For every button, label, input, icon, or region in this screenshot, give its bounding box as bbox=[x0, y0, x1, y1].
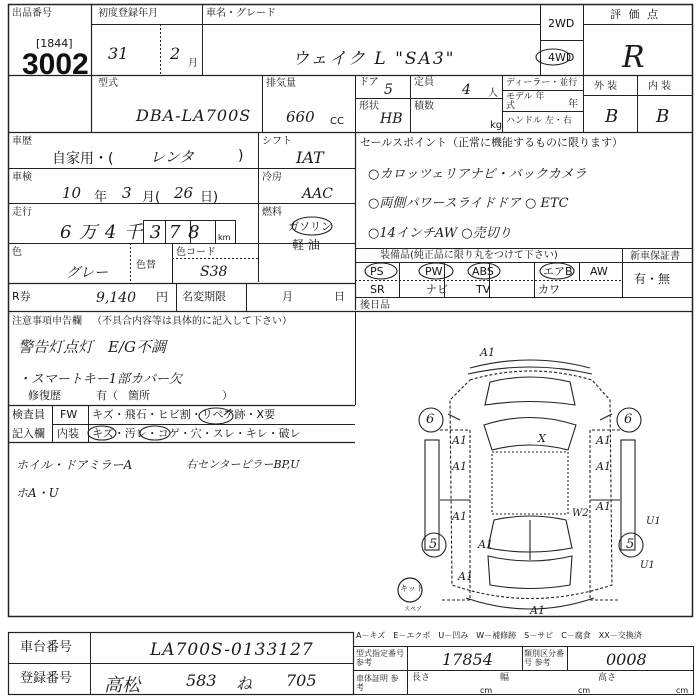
exterior-grade: B bbox=[605, 106, 619, 127]
registration-place: 高松 bbox=[104, 675, 140, 696]
equip-airbag: エアB bbox=[543, 265, 573, 278]
spare-kit-sub: スペア bbox=[404, 606, 423, 613]
color-label: 色 bbox=[12, 247, 22, 258]
mark-left-front-fender: A1 bbox=[452, 434, 467, 447]
registration-number: 705 bbox=[286, 671, 317, 690]
inspection-day: 26 bbox=[174, 184, 194, 202]
doors-label: ドア bbox=[359, 77, 379, 88]
fw-items: キズ・飛石・ヒビ割・リペア跡・X要 bbox=[92, 408, 276, 421]
class-value: 0008 bbox=[606, 650, 647, 669]
mark-right-front-door: A1 bbox=[596, 460, 611, 473]
doors-value: 5 bbox=[384, 82, 393, 98]
rating-value: R bbox=[622, 40, 645, 75]
drive-4wd: 4WD bbox=[548, 51, 575, 64]
fuel-light-oil: 軽 油 bbox=[292, 238, 320, 252]
name-change-label: 名変期限 bbox=[182, 290, 226, 303]
drive-2wd: 2WD bbox=[548, 17, 575, 30]
inspector-label-2: 記入欄 bbox=[12, 427, 45, 440]
left-note-1: ホイル・ドアミラーA bbox=[16, 458, 133, 472]
equipment-label: 装備品(純正品に限り丸をつけて下さい) bbox=[380, 250, 558, 261]
width-unit: cm bbox=[578, 686, 591, 695]
equip-sr: SR bbox=[370, 283, 385, 296]
capacity-unit: 人 bbox=[488, 88, 498, 99]
sales-point-line-1: ○カロッツェリアナビ・バックカメラ bbox=[368, 167, 587, 182]
repair-place: 箇所 bbox=[128, 389, 150, 402]
history-close-paren: ) bbox=[238, 148, 244, 164]
notes-sub: （不具合内容等は具体的に記入して下さい） bbox=[92, 316, 292, 327]
sales-point-line-3: ○14インチAW ○売切り bbox=[368, 226, 512, 241]
inspection-year: 10 bbox=[62, 184, 82, 202]
capacity-label: 定員 bbox=[414, 77, 434, 88]
name-grade-label: 車名・グレード bbox=[206, 8, 276, 19]
registration-label: 登録番号 bbox=[20, 671, 73, 686]
mark-left-rear-door: A1 bbox=[452, 510, 467, 523]
mark-right-front-fender: A1 bbox=[596, 434, 611, 447]
mark-left-rear-quarter: A1 bbox=[458, 570, 473, 583]
capacity-value: 4 bbox=[462, 82, 471, 98]
interior-grade: B bbox=[656, 106, 670, 127]
mark-rear: A1 bbox=[530, 604, 545, 617]
spare-kit-label: キット bbox=[400, 584, 424, 593]
lot-number-label: 出品番号 bbox=[12, 8, 52, 19]
color-code-value: S38 bbox=[200, 264, 228, 280]
interior-items-label: 内装 bbox=[57, 427, 79, 440]
fuel-label: 燃料 bbox=[262, 207, 282, 218]
fuel-gasoline: ガソリン bbox=[288, 220, 332, 233]
interior-label: 内 装 bbox=[648, 81, 672, 92]
shift-label: シフト bbox=[262, 136, 292, 147]
width-label: 幅 bbox=[500, 673, 510, 683]
model-label: 型式 bbox=[98, 78, 118, 89]
first-reg-month: 2 bbox=[170, 44, 181, 63]
recycle-value: 9,140 bbox=[96, 290, 137, 306]
type-cert-value: 17854 bbox=[442, 650, 493, 669]
recycle-label: R券 bbox=[12, 290, 31, 303]
notes-line-1: 警告灯点灯 E/G不調 bbox=[18, 338, 166, 356]
name-change-day: 日 bbox=[334, 290, 345, 303]
warranty-label: 新車保証書 bbox=[630, 251, 680, 262]
lot-code: [1844] bbox=[36, 37, 73, 50]
height-label: 高さ bbox=[598, 673, 617, 683]
lot-number: 3002 bbox=[22, 48, 89, 81]
repair-value: 有（ bbox=[96, 389, 118, 402]
notes-line-2: ・スマートキー1部カバー欠 bbox=[18, 372, 183, 387]
rating-label: 評 価 点 bbox=[610, 8, 660, 21]
equip-aw: AW bbox=[590, 265, 608, 278]
sales-point-line-2: ○両側パワースライドドア ○ ETC bbox=[368, 196, 569, 211]
wheel-rf-number: 6 bbox=[624, 412, 633, 427]
body-cert-label: 車体証明 参考 bbox=[356, 674, 399, 692]
equip-ps: PS bbox=[370, 265, 384, 278]
history-handwritten: レンタ bbox=[150, 148, 195, 166]
displacement-unit: CC bbox=[330, 116, 344, 127]
chassis-value: LA700S-0133127 bbox=[150, 640, 314, 660]
equip-leather: カワ bbox=[538, 283, 560, 296]
inspection-label: 車検 bbox=[12, 172, 32, 183]
equip-pw: PW bbox=[425, 265, 443, 278]
after-items-label: 後日品 bbox=[360, 300, 390, 311]
mark-left-front-door: A1 bbox=[452, 460, 467, 473]
length-label: 長さ bbox=[412, 673, 431, 683]
name-change-month: 月 bbox=[282, 290, 293, 303]
class-label: 類別区分番号 参考 bbox=[524, 649, 564, 667]
mileage-label: 走行 bbox=[12, 207, 32, 218]
registration-kana: ね bbox=[236, 674, 253, 693]
fw-label: FW bbox=[60, 408, 78, 421]
repair-label: 修復歴 bbox=[28, 389, 61, 402]
first-reg-label: 初度登録年月 bbox=[98, 8, 158, 19]
inspection-day-unit: 日) bbox=[200, 190, 219, 205]
equip-abs: ABS bbox=[472, 265, 494, 278]
month-unit: 月 bbox=[188, 58, 198, 69]
mileage-unit: km bbox=[218, 233, 231, 242]
inspection-month: 3 bbox=[122, 184, 132, 202]
mark-w2: W2 bbox=[572, 508, 589, 519]
first-reg-year: 31 bbox=[108, 44, 129, 63]
color-value: グレー bbox=[66, 265, 108, 281]
name-grade-value: ウェイク L "SA3" bbox=[292, 49, 456, 69]
inspection-month-unit: 月( bbox=[142, 190, 161, 205]
car-diagram bbox=[425, 360, 635, 609]
model-year-label: モデル 年式 bbox=[506, 92, 545, 111]
mark-windshield-x: X bbox=[538, 432, 546, 445]
mark-u1-right: U1 bbox=[646, 516, 661, 527]
mark-front: A1 bbox=[480, 346, 495, 359]
displacement-label: 排気量 bbox=[266, 78, 296, 89]
mark-right-rear-door: A1 bbox=[596, 500, 611, 513]
exterior-label: 外 装 bbox=[594, 81, 618, 92]
right-note: 右センターピラーBP,U bbox=[186, 458, 300, 471]
dealer-label: ディーラー・並行 bbox=[506, 78, 578, 88]
ac-value: AAC bbox=[302, 186, 333, 202]
chassis-label: 車台番号 bbox=[20, 640, 73, 655]
wheel-lr-number: 5 bbox=[429, 537, 438, 552]
wheel-rr-number: 5 bbox=[626, 537, 635, 552]
shape-value: HB bbox=[380, 111, 403, 127]
history-label: 車歴 bbox=[12, 136, 32, 147]
warranty-value: 有・無 bbox=[634, 272, 671, 286]
equip-tv: TV bbox=[476, 283, 491, 296]
height-unit: cm bbox=[676, 686, 689, 695]
year-unit: 年 bbox=[568, 99, 578, 110]
load-label: 積数 bbox=[414, 101, 434, 112]
notes-label: 注意事項申告欄 bbox=[12, 316, 82, 327]
interior-items: キズ・汚レ・コゲ・穴・スレ・キレ・破レ bbox=[92, 427, 301, 440]
handle-label: ハンドル 左・右 bbox=[506, 116, 572, 126]
color-change-label: 色替 bbox=[136, 260, 156, 271]
damage-legend: A－キズ E－エクボ U－凹み W－補修跡 S－サビ C－腐食 XX－交換済 bbox=[356, 631, 642, 640]
length-unit: cm bbox=[480, 686, 493, 695]
left-note-2: ホA・U bbox=[16, 486, 59, 500]
shape-label: 形状 bbox=[359, 101, 379, 112]
type-cert-label: 型式指定番号 参考 bbox=[356, 649, 404, 667]
mark-left-pillar: A1 bbox=[478, 538, 493, 551]
sales-points-label: セールスポイント（正常に機能するものに限ります） bbox=[360, 136, 624, 149]
model-value: DBA-LA700S bbox=[136, 106, 252, 125]
shift-value: IAT bbox=[296, 148, 324, 167]
ac-label: 冷房 bbox=[262, 172, 282, 183]
equip-navi: ナビ bbox=[426, 283, 448, 296]
color-code-label: 色コード bbox=[176, 247, 216, 258]
inspector-label-1: 検査員 bbox=[12, 408, 45, 421]
recycle-unit: 円 bbox=[156, 290, 169, 304]
load-unit: kg bbox=[490, 120, 503, 131]
mark-u1-rear: U1 bbox=[640, 560, 655, 571]
mileage-value: 6 万 4 千 3 7 8 bbox=[60, 222, 201, 243]
registration-class: 583 bbox=[186, 671, 217, 690]
inspection-year-unit: 年 bbox=[94, 190, 108, 205]
displacement-value: 660 bbox=[286, 108, 315, 126]
wheel-lf-number: 6 bbox=[426, 412, 435, 427]
history-value: 自家用・( bbox=[52, 151, 114, 167]
repair-close: ） bbox=[222, 389, 233, 402]
